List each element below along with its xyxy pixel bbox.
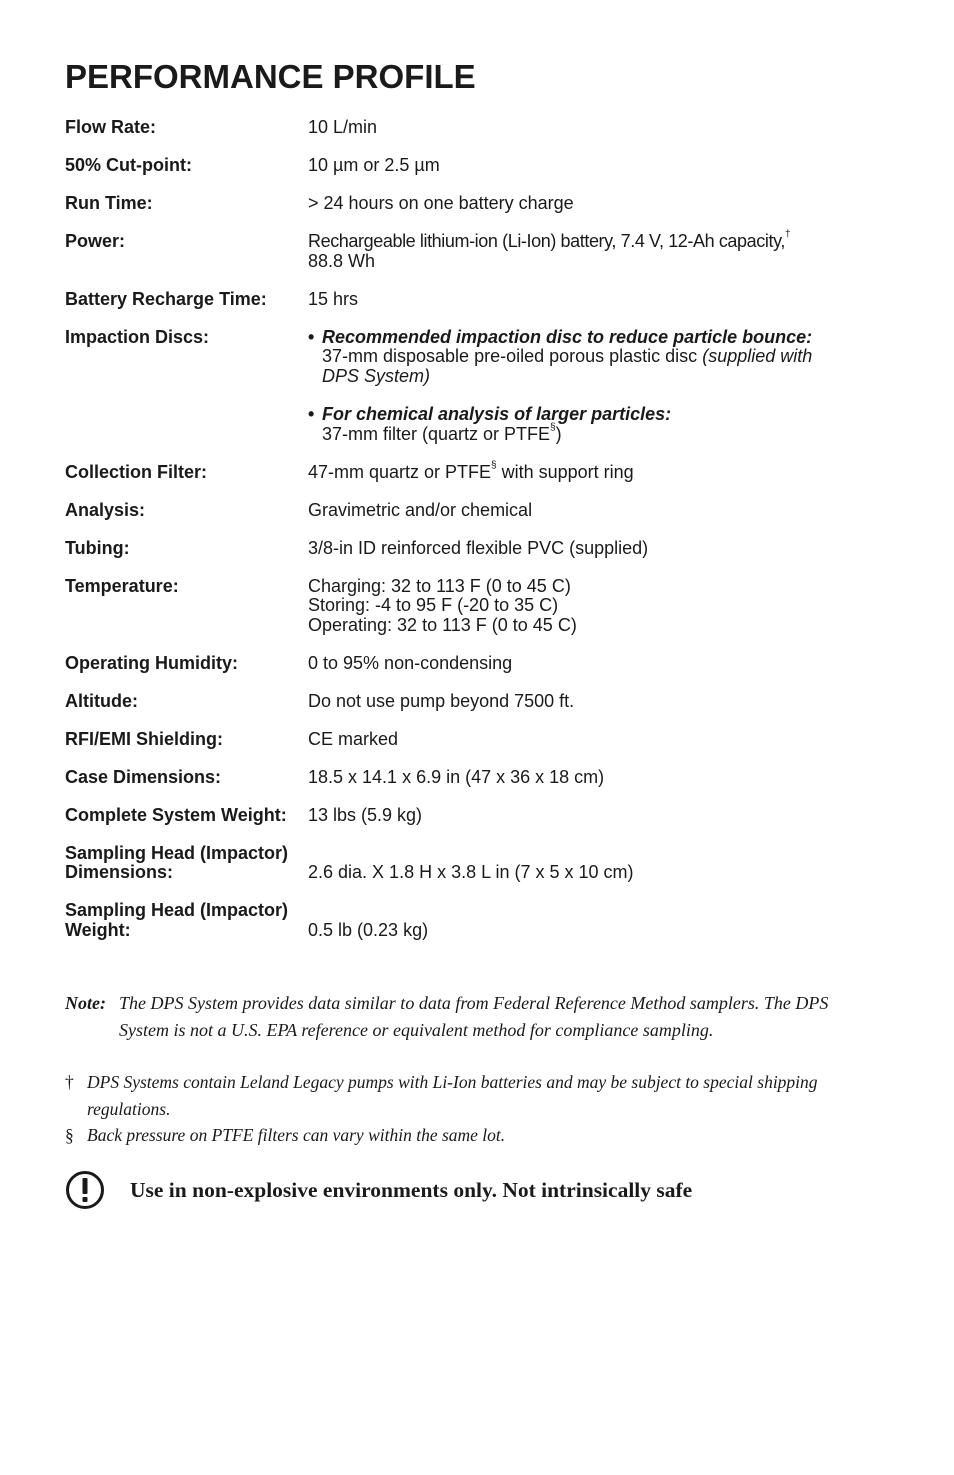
spec-row-shielding	[65, 730, 865, 750]
spec-value: 10 µm or 2.5 µm	[308, 155, 440, 175]
collection-text: 47-mm quartz or PTFE	[308, 461, 492, 482]
spec-value: > 24 hours on one battery charge	[308, 193, 574, 213]
warning-notice	[65, 1170, 865, 1210]
bullet-body	[322, 421, 865, 445]
spec-row-recharge	[65, 290, 865, 310]
temperature-line: Storing: -4 to 95 F (-20 to 35 C)	[308, 595, 559, 615]
spec-value	[308, 577, 865, 636]
bullet-body	[322, 347, 865, 367]
spec-row-humidity	[65, 654, 865, 674]
bullet-body-text: 37-mm filter (quartz or PTFE	[322, 423, 551, 444]
collection-text-end: with support ring	[496, 461, 634, 482]
spec-label: Analysis:	[65, 499, 146, 520]
spec-row-run-time	[65, 194, 865, 214]
spec-row-case-dimensions	[65, 768, 865, 788]
footnote-mark: †	[65, 1072, 74, 1092]
spec-label: Operating Humidity:	[65, 652, 239, 673]
spec-label-line: Sampling Head (Impactor)	[65, 900, 289, 920]
spec-value: 2.6 dia. X 1.8 H x 3.8 L in (7 x 5 x 10 cm)	[308, 862, 634, 882]
bullet-item	[308, 328, 865, 387]
bullet-heading	[308, 405, 865, 425]
spec-label: Tubing:	[65, 537, 130, 558]
section-mark: §	[550, 421, 556, 433]
temperature-line: Operating: 32 to 113 F (0 to 45 C)	[308, 614, 577, 635]
spec-table	[65, 118, 865, 940]
spec-value: CE marked	[308, 728, 399, 749]
bullet-heading-text: For chemical analysis of larger particles:	[322, 404, 672, 424]
note-text: The DPS System provides data similar to data from Federal Reference Method samplers. The DPS System is not a U.S. EPA reference or equivalent method for compliance sampling.	[119, 993, 829, 1040]
bullet-body-text: 37-mm disposable pre-oiled porous plastic disc	[322, 346, 698, 366]
spec-value: Gravimetric and/or chemical	[308, 499, 533, 520]
bullet-body-italic: DPS System)	[322, 365, 431, 386]
power-line-1	[308, 229, 865, 252]
performance-profile-page	[65, 58, 865, 959]
footnote-text: Back pressure on PTFE filters can vary within the same lot.	[87, 1125, 506, 1145]
footnote	[65, 1069, 855, 1122]
spec-value: 18.5 x 14.1 x 6.9 in (47 x 36 x 18 cm)	[308, 766, 605, 787]
spec-row-collection-filter	[65, 459, 865, 483]
spec-label: RFI/EMI Shielding:	[65, 728, 223, 749]
spec-label: Collection Filter:	[65, 461, 208, 482]
spec-row-head-weight	[65, 901, 865, 940]
spec-row-system-weight	[65, 806, 865, 826]
spec-label: Battery Recharge Time:	[65, 288, 267, 309]
spec-value: 10 L/min	[308, 117, 378, 137]
temperature-line: Charging: 32 to 113 F (0 to 45 C)	[308, 575, 571, 596]
spec-row-altitude	[65, 692, 865, 712]
spec-row-head-dimensions	[65, 844, 865, 883]
spec-row-impaction-discs	[65, 328, 865, 445]
spec-value	[308, 459, 865, 483]
footnote-text: DPS Systems contain Leland Legacy pumps with Li-Ion batteries and may be subject to special shipping regulations.	[87, 1072, 818, 1119]
spec-label	[65, 844, 308, 883]
spec-value: 13 lbs (5.9 kg)	[308, 804, 423, 825]
note-label: Note:	[65, 993, 106, 1013]
spec-label: Case Dimensions:	[65, 766, 222, 787]
spec-value: Do not use pump beyond 7500 ft.	[308, 690, 575, 711]
spec-label: Impaction Discs:	[65, 326, 210, 347]
spec-row-tubing	[65, 539, 865, 559]
spec-row-temperature	[65, 577, 865, 636]
spec-row-flow-rate	[65, 118, 865, 138]
spec-value: 15 hrs	[308, 288, 359, 309]
bullet-dot: •	[308, 326, 315, 347]
spec-label: Altitude:	[65, 690, 138, 711]
spec-label-line: Dimensions:	[65, 862, 174, 882]
power-text: Rechargeable lithium-ion (Li-Ion) battery, 7.4 V, 12-Ah capacity,	[308, 231, 785, 251]
spec-label: 50% Cut-point:	[65, 155, 192, 175]
spec-row-cut-point	[65, 156, 865, 176]
bullet-heading	[308, 328, 865, 348]
spec-label: Run Time:	[65, 193, 153, 213]
section-mark: §	[491, 459, 497, 471]
spec-label: Complete System Weight:	[65, 804, 287, 825]
bullet-item	[308, 405, 865, 444]
bullet-body	[322, 367, 865, 387]
spec-value: 0 to 95% non-condensing	[308, 652, 513, 673]
bullet-body-italic: (supplied with	[702, 346, 813, 366]
bullet-body-end: )	[555, 423, 562, 444]
spec-value: 0.5 lb (0.23 kg)	[308, 919, 429, 940]
spec-value	[308, 229, 865, 271]
page-title: PERFORMANCE PROFILE	[65, 58, 476, 95]
note	[65, 990, 855, 1044]
bullet-dot: •	[308, 404, 315, 424]
footnotes	[65, 1069, 855, 1149]
footnote-mark: §	[65, 1125, 74, 1145]
power-line-2: 88.8 Wh	[308, 250, 376, 271]
spec-label: Temperature:	[65, 575, 179, 596]
spec-label-line: Sampling Head (Impactor)	[65, 842, 289, 863]
warning-text: Use in non-explosive environments only. Not intrinsically safe	[130, 1178, 693, 1202]
spec-value	[308, 328, 865, 445]
spec-label: Flow Rate:	[65, 117, 157, 137]
exclamation-circle-icon	[65, 1170, 105, 1210]
spec-label	[65, 901, 308, 940]
spec-label: Power:	[65, 231, 126, 251]
spec-label-line: Weight:	[65, 919, 131, 940]
spec-value: 3/8-in ID reinforced flexible PVC (supplied)	[308, 537, 649, 558]
bullet-heading-text: Recommended impaction disc to reduce particle bounce:	[322, 326, 813, 347]
footnote	[65, 1122, 855, 1149]
spec-row-analysis	[65, 501, 865, 521]
spec-row-power	[65, 229, 865, 271]
dagger-mark: †	[784, 229, 791, 240]
